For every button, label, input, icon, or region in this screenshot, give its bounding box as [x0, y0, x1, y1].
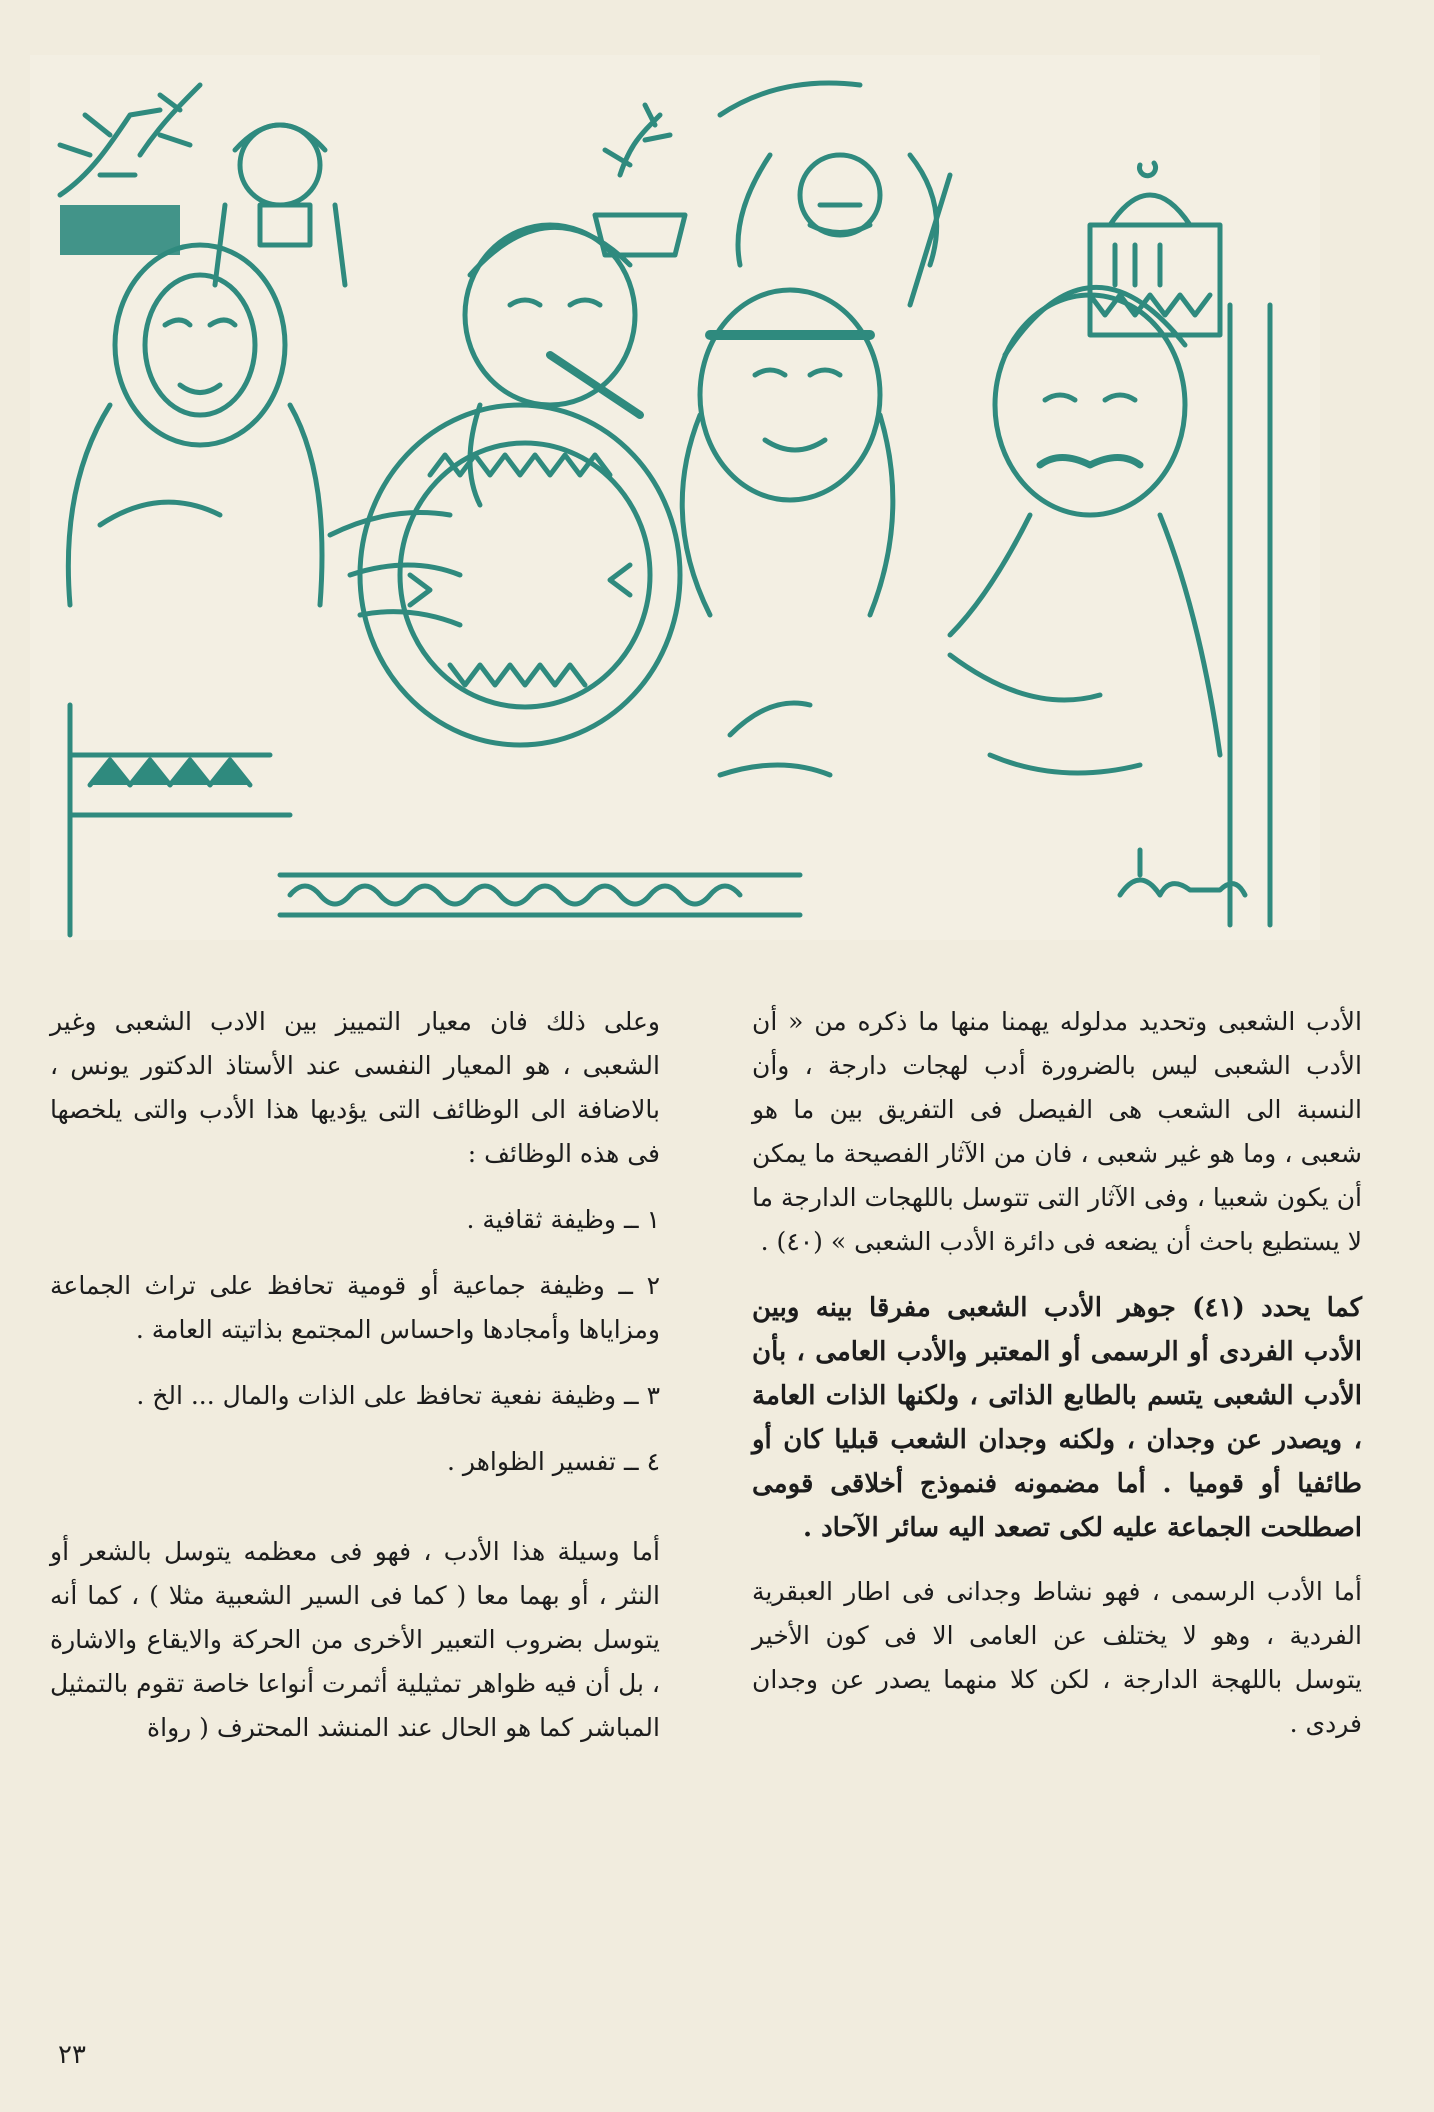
floor-pattern	[280, 875, 800, 915]
turbaned-man-figure	[950, 287, 1270, 925]
plant-left-icon	[60, 85, 200, 255]
dome-building-icon	[1090, 163, 1220, 335]
list-item-function-4: ٤ ــ تفسير الظواهر .	[447, 1447, 660, 1476]
right-text-column	[752, 1000, 1362, 1746]
standing-woman-figure	[215, 125, 345, 285]
frame-drum-icon	[330, 405, 680, 745]
paragraph-means-of-literature: أما وسيلة هذا الأدب ، فهو فى معظمه يتوسل بالشعر أو النثر ، أو بهما معا ( كما فى السير الشعبية مثلا ) ، كما أنه يتوسل بضروب التعبير الأخرى من الحركة والايقاع والاشارة ، بل أن فيه ظواهر تمثيلية أثمرت أنواعا خاصة تقوم بالتمثيل المباشر كما هو الحال عند المنشد المحترف ( رواة	[50, 1537, 660, 1742]
list-item-function-2: ٢ ــ وظيفة جماعية أو قومية تحافظ على تراث الجماعة ومزاياها وأمجادها واحساس المجتمع بذاتيته العامة .	[50, 1271, 660, 1344]
left-text-column	[50, 1000, 660, 1750]
page-number: ٢٣	[58, 2040, 86, 2070]
woman-with-headband-figure	[682, 290, 893, 775]
plant-middle-icon	[595, 105, 685, 255]
paragraph-official-literature: أما الأدب الرسمى ، فهو نشاط وجدانى فى اطار العبقرية الفردية ، وهو لا يختلف عن العامى الا فى كون الأخير يتوسل باللهجة الدارجة ، لكن كلا منهما يصدر عن وجدان فردى .	[752, 1577, 1362, 1738]
paragraph-bold-essence: كما يحدد (٤١) جوهر الأدب الشعبى مفرقا بينه وبين الأدب الفردى أو الرسمى أو المعتبر والأدب العامى ، بأن الأدب الشعبى يتسم بالطابع الذاتى ، ولكنها الذات العامة ، ويصدر عن وجدان ، ولكنه وجدان الشعب قبليا كان أو طائفيا أو قوميا . أما مضمونه فنموذج أخلاقى قومى اصطلحت الجماعة عليه لكى تصعد اليه سائر الآحاد .	[752, 1293, 1362, 1543]
artist-signature-icon	[1120, 850, 1245, 895]
paragraph-folk-literature-definition: الأدب الشعبى وتحديد مدلوله يهمنا منها ما ذكره من « أن الأدب الشعبى ليس بالضرورة أدب لهجات دارجة ، وأن النسبة الى الشعب هى الفيصل فى التفريق بين ما هو شعبى ، وما هو غير شعبى ، فان من الآثار الفصيحة ما يمكن أن يكون شعبيا ، وفى الآثار التى تتوسل باللهجات الدارجة ما لا يستطيع باحث أن يضعه فى دائرة الأدب الشعبى » (٤٠) .	[752, 1007, 1362, 1256]
folk-musicians-illustration	[30, 55, 1320, 940]
veiled-woman-left-figure	[68, 245, 322, 935]
dancer-with-stick-figure	[720, 83, 950, 305]
list-item-function-1: ١ ــ وظيفة ثقافية .	[466, 1205, 660, 1234]
paragraph-criterion: وعلى ذلك فان معيار التمييز بين الادب الشعبى وغير الشعبى ، هو المعيار النفسى عند الأستاذ الدكتور يونس ، بالاضافة الى الوظائف التى يؤديها هذا الأدب والتى يلخصها فى هذه الوظائف :	[50, 1007, 660, 1168]
list-item-function-3: ٣ ــ وظيفة نفعية تحافظ على الذات والمال ... الخ .	[136, 1381, 660, 1410]
flute-player-figure	[465, 225, 640, 505]
